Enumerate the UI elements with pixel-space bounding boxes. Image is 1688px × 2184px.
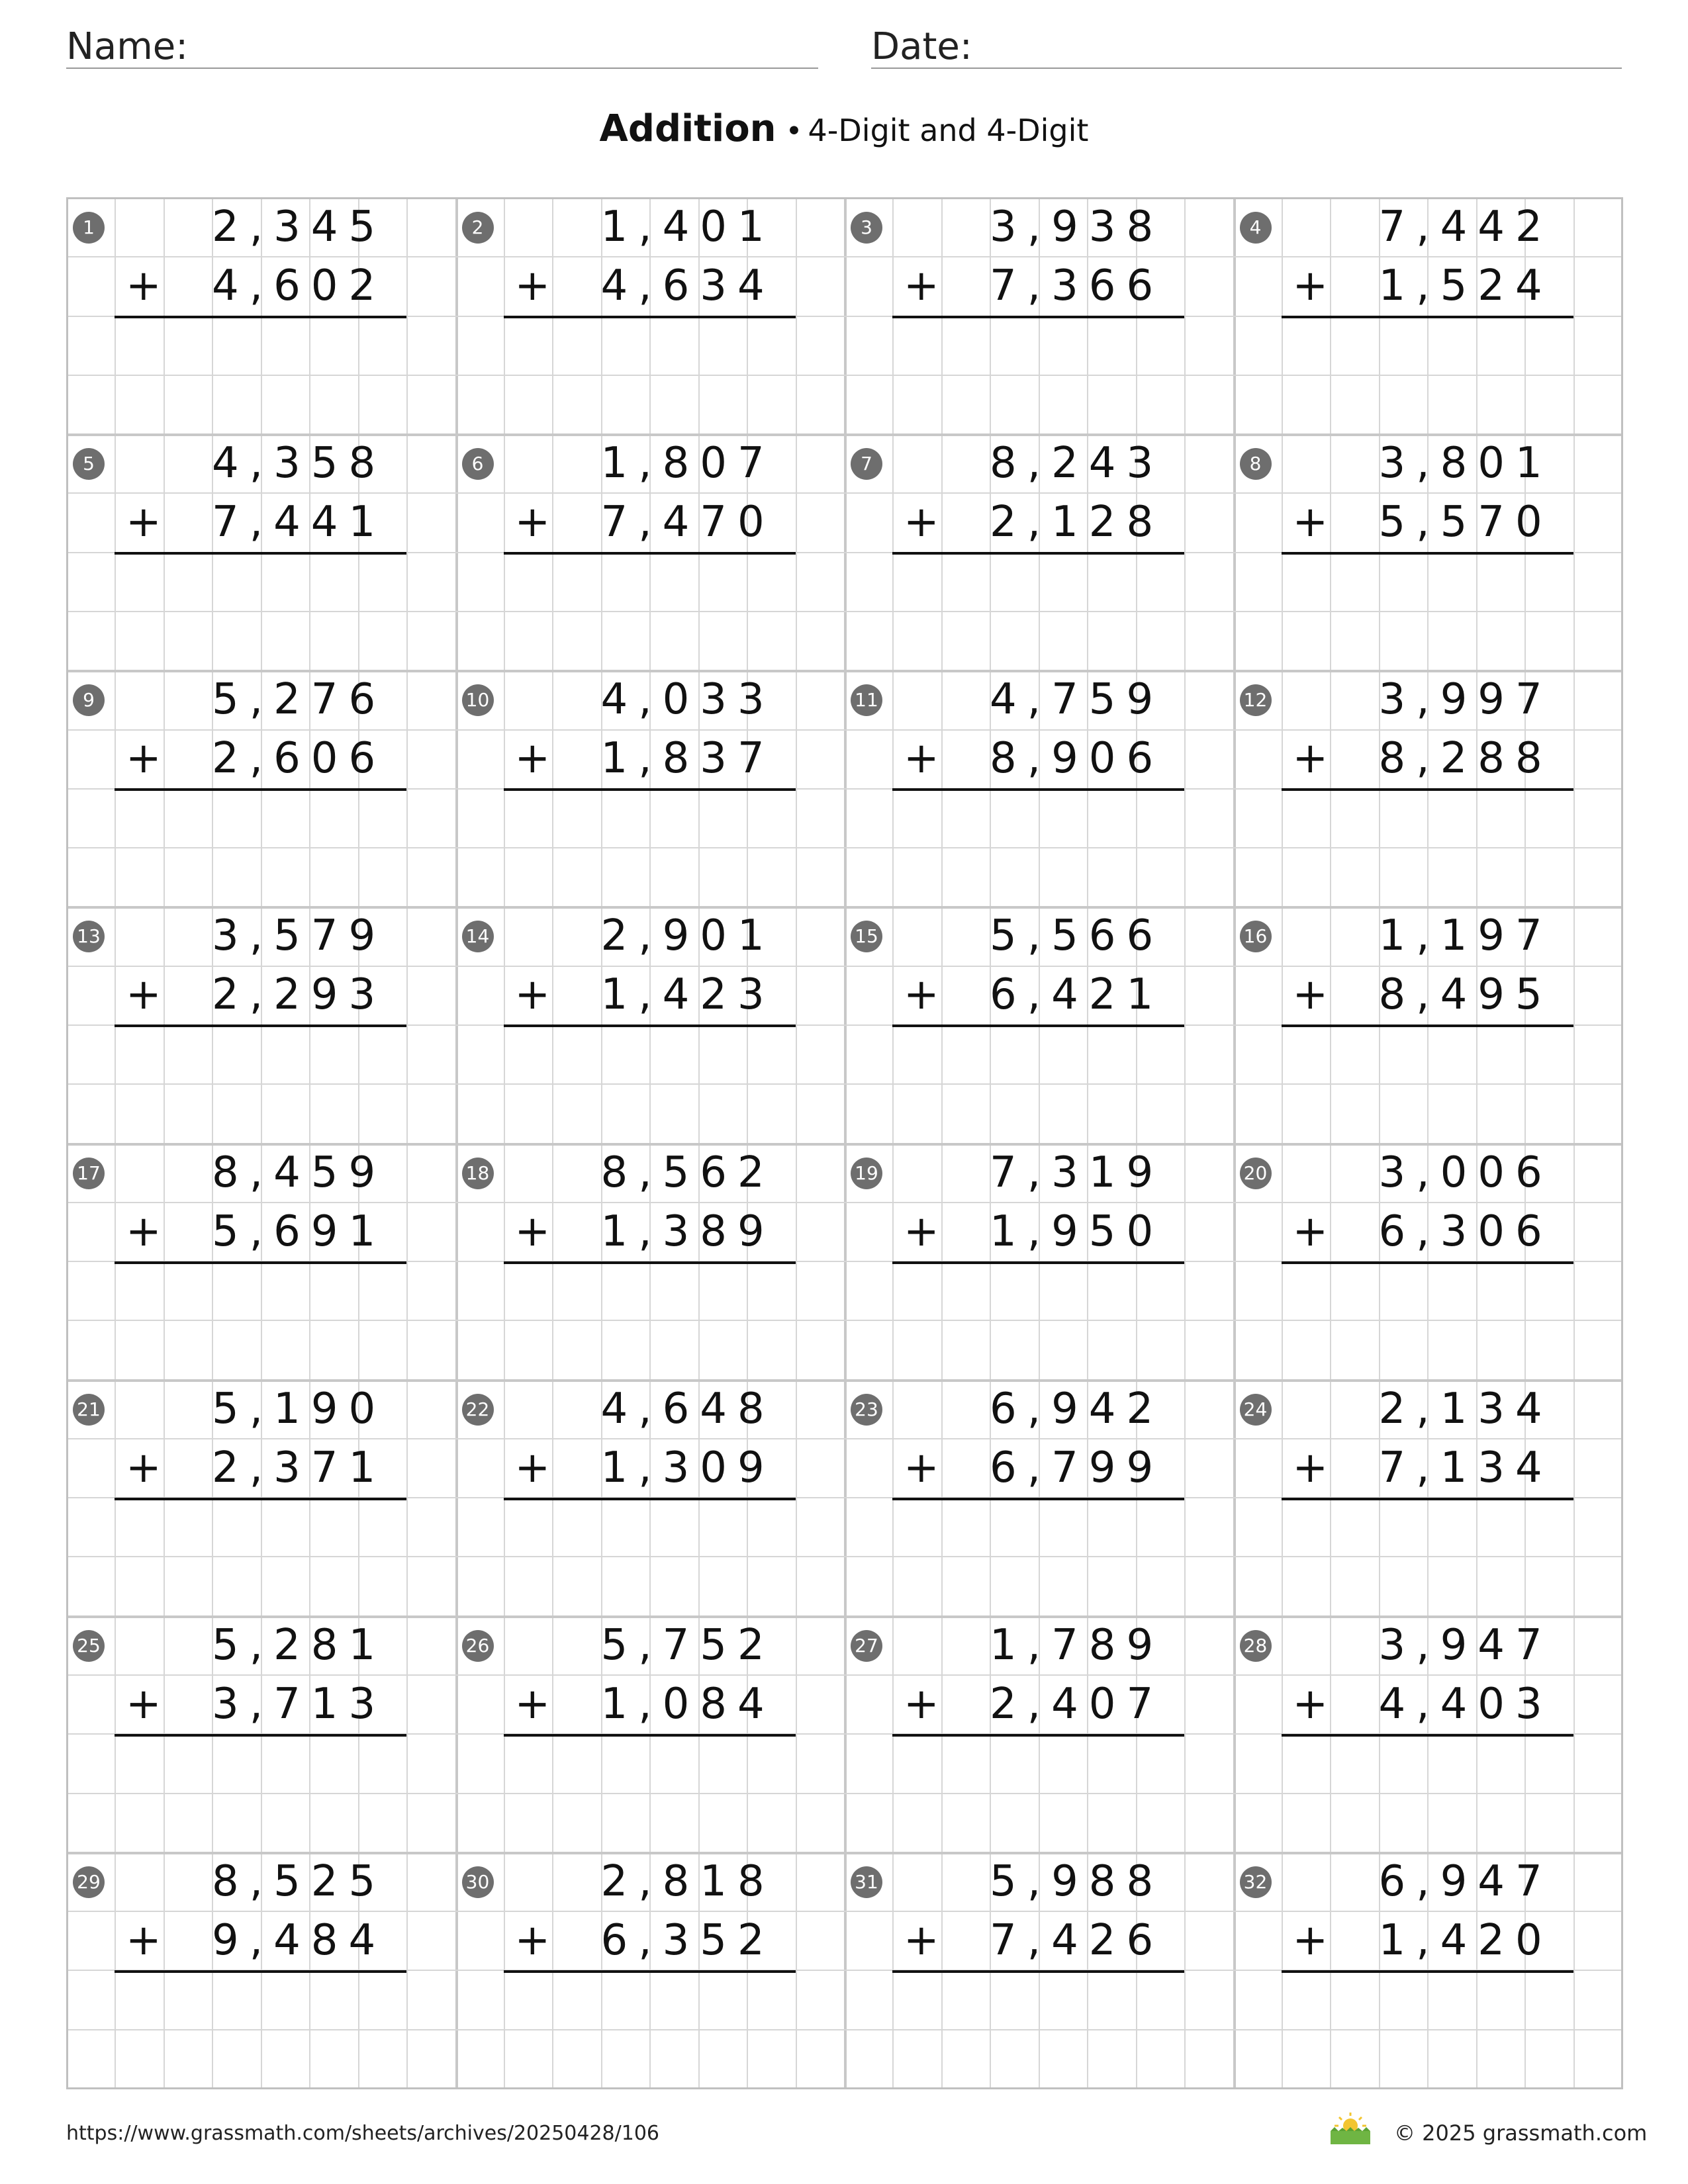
addend-row bbox=[66, 1143, 455, 1202]
title-separator: • bbox=[785, 114, 803, 148]
addend-row bbox=[1233, 1615, 1622, 1674]
answer-rule bbox=[504, 788, 796, 791]
problem-number-badge: 24 bbox=[1240, 1394, 1272, 1426]
plus-sign: + bbox=[904, 1206, 939, 1256]
addend-row bbox=[844, 1438, 1233, 1497]
title-subtitle: 4-Digit and 4-Digit bbox=[808, 113, 1089, 148]
problem-number-badge: 22 bbox=[462, 1394, 494, 1426]
problem bbox=[455, 1615, 844, 1852]
addend-row bbox=[455, 906, 844, 965]
footer-copyright: © 2025 grassmath.com bbox=[1394, 2120, 1648, 2146]
problem bbox=[66, 1379, 455, 1615]
addend-row bbox=[455, 197, 844, 256]
problem bbox=[1233, 433, 1622, 670]
addend-row bbox=[66, 1674, 455, 1733]
problem bbox=[1233, 197, 1622, 433]
problem bbox=[1233, 1615, 1622, 1852]
top-addend: 1,807 bbox=[600, 439, 775, 488]
plus-sign: + bbox=[514, 498, 551, 547]
bottom-addend: 6,421 bbox=[990, 970, 1164, 1020]
problem-number-badge: 7 bbox=[851, 448, 882, 480]
top-addend: 1,401 bbox=[600, 203, 775, 251]
problem bbox=[455, 1143, 844, 1379]
problem-number-badge: 18 bbox=[462, 1158, 494, 1189]
addend-row bbox=[66, 433, 455, 492]
bottom-addend: 3,713 bbox=[212, 1679, 387, 1729]
addend-row bbox=[455, 256, 844, 315]
addend-row bbox=[844, 1615, 1233, 1674]
top-addend: 4,033 bbox=[600, 675, 775, 725]
top-addend: 2,134 bbox=[1378, 1384, 1553, 1433]
answer-rule bbox=[115, 1261, 406, 1264]
problem bbox=[844, 433, 1233, 670]
addend-row bbox=[1233, 906, 1622, 965]
plus-sign: + bbox=[126, 1679, 162, 1729]
addend-row bbox=[455, 1202, 844, 1261]
top-addend: 5,281 bbox=[212, 1620, 387, 1670]
plus-sign: + bbox=[1292, 734, 1329, 784]
answer-rule bbox=[892, 1734, 1184, 1737]
problem-number-badge: 25 bbox=[73, 1630, 105, 1662]
addend-row bbox=[844, 1202, 1233, 1261]
top-addend: 3,801 bbox=[1378, 439, 1553, 488]
top-addend: 8,243 bbox=[990, 439, 1164, 488]
problem-number-badge: 3 bbox=[851, 212, 882, 244]
addend-row bbox=[1233, 492, 1622, 551]
bottom-addend: 4,403 bbox=[1378, 1679, 1553, 1729]
problem bbox=[66, 433, 455, 670]
date-label: Date: bbox=[871, 25, 972, 68]
problem-number-badge: 6 bbox=[462, 448, 494, 480]
addend-row bbox=[66, 197, 455, 256]
answer-rule bbox=[504, 1734, 796, 1737]
answer-rule bbox=[115, 788, 406, 791]
problem-number-badge: 14 bbox=[462, 921, 494, 952]
answer-rule bbox=[1282, 1024, 1573, 1027]
top-addend: 3,997 bbox=[1378, 675, 1553, 725]
problem bbox=[1233, 1143, 1622, 1379]
bottom-addend: 4,602 bbox=[212, 261, 387, 310]
plus-sign: + bbox=[514, 970, 551, 1020]
bottom-addend: 1,524 bbox=[1378, 261, 1553, 310]
addend-row bbox=[1233, 1143, 1622, 1202]
top-addend: 4,358 bbox=[212, 439, 387, 488]
plus-sign: + bbox=[1292, 1443, 1329, 1492]
problem bbox=[66, 1143, 455, 1379]
addend-row bbox=[844, 1852, 1233, 1911]
problem bbox=[1233, 1852, 1622, 2088]
answer-rule bbox=[892, 1970, 1184, 1973]
addend-row bbox=[455, 1438, 844, 1497]
addend-row bbox=[66, 256, 455, 315]
plus-sign: + bbox=[904, 1443, 939, 1492]
addend-row bbox=[1233, 670, 1622, 729]
addend-row bbox=[66, 1615, 455, 1674]
addend-row bbox=[66, 729, 455, 788]
addend-row bbox=[1233, 256, 1622, 315]
answer-rule bbox=[892, 1024, 1184, 1027]
bottom-addend: 2,371 bbox=[212, 1443, 387, 1492]
bottom-addend: 8,906 bbox=[990, 734, 1164, 784]
answer-rule bbox=[115, 316, 406, 318]
top-addend: 5,190 bbox=[212, 1384, 387, 1433]
bottom-addend: 2,293 bbox=[212, 970, 387, 1020]
top-addend: 8,525 bbox=[212, 1856, 387, 1906]
addend-row bbox=[1233, 1852, 1622, 1911]
bottom-addend: 2,407 bbox=[990, 1679, 1164, 1729]
addend-row bbox=[1233, 1202, 1622, 1261]
problem-number-badge: 20 bbox=[1240, 1158, 1272, 1189]
plus-sign: + bbox=[514, 261, 551, 310]
addend-row bbox=[66, 906, 455, 965]
bottom-addend: 7,366 bbox=[990, 261, 1164, 310]
answer-rule bbox=[504, 1261, 796, 1264]
addend-row bbox=[844, 433, 1233, 492]
answer-rule bbox=[504, 552, 796, 555]
problem bbox=[844, 1852, 1233, 2088]
answer-rule bbox=[1282, 1498, 1573, 1500]
addend-row bbox=[1233, 1911, 1622, 1970]
problem-number-badge: 19 bbox=[851, 1158, 882, 1189]
bottom-addend: 2,606 bbox=[212, 734, 387, 784]
top-addend: 5,276 bbox=[212, 675, 387, 725]
bottom-addend: 7,426 bbox=[990, 1915, 1164, 1965]
addend-row bbox=[844, 1674, 1233, 1733]
bottom-addend: 1,837 bbox=[600, 734, 775, 784]
top-addend: 1,197 bbox=[1378, 911, 1553, 961]
problem-number-badge: 29 bbox=[73, 1866, 105, 1898]
addend-row bbox=[455, 670, 844, 729]
problem-number-badge: 10 bbox=[462, 684, 494, 716]
plus-sign: + bbox=[514, 734, 551, 784]
problem-grid bbox=[66, 197, 1622, 2088]
answer-rule bbox=[504, 316, 796, 318]
plus-sign: + bbox=[126, 498, 162, 547]
addend-row bbox=[455, 1143, 844, 1202]
bottom-addend: 7,470 bbox=[600, 498, 775, 547]
problem-number-badge: 2 bbox=[462, 212, 494, 244]
addend-row bbox=[455, 1615, 844, 1674]
addend-row bbox=[455, 1911, 844, 1970]
plus-sign: + bbox=[904, 261, 939, 310]
title-main: Addition bbox=[599, 107, 776, 150]
bottom-addend: 1,423 bbox=[600, 970, 775, 1020]
addend-row bbox=[66, 492, 455, 551]
addend-row bbox=[844, 965, 1233, 1024]
addend-row bbox=[66, 1438, 455, 1497]
bottom-addend: 6,799 bbox=[990, 1443, 1164, 1492]
problem-number-badge: 26 bbox=[462, 1630, 494, 1662]
addend-row bbox=[844, 492, 1233, 551]
bottom-addend: 5,570 bbox=[1378, 498, 1553, 547]
top-addend: 3,938 bbox=[990, 203, 1164, 251]
plus-sign: + bbox=[904, 1915, 939, 1965]
problem bbox=[455, 670, 844, 906]
addend-row bbox=[455, 729, 844, 788]
sun-over-grass-icon bbox=[1327, 2111, 1374, 2146]
addend-row bbox=[1233, 1438, 1622, 1497]
addend-row bbox=[66, 670, 455, 729]
top-addend: 6,942 bbox=[990, 1384, 1164, 1433]
addend-row bbox=[844, 1143, 1233, 1202]
bottom-addend: 4,634 bbox=[600, 261, 775, 310]
plus-sign: + bbox=[1292, 1679, 1329, 1729]
plus-sign: + bbox=[1292, 1206, 1329, 1256]
worksheet-title bbox=[0, 107, 1688, 150]
top-addend: 5,988 bbox=[990, 1856, 1164, 1906]
problem bbox=[455, 197, 844, 433]
bottom-addend: 1,950 bbox=[990, 1206, 1164, 1256]
problem-number-badge: 21 bbox=[73, 1394, 105, 1426]
plus-sign: + bbox=[514, 1206, 551, 1256]
answer-rule bbox=[1282, 1734, 1573, 1737]
plus-sign: + bbox=[514, 1679, 551, 1729]
bottom-addend: 9,484 bbox=[212, 1915, 387, 1965]
answer-rule bbox=[504, 1970, 796, 1973]
top-addend: 7,319 bbox=[990, 1148, 1164, 1197]
addend-row bbox=[455, 1852, 844, 1911]
addend-row bbox=[455, 1379, 844, 1438]
bottom-addend: 7,441 bbox=[212, 498, 387, 547]
bottom-addend: 7,134 bbox=[1378, 1443, 1553, 1492]
name-underline bbox=[66, 68, 183, 69]
plus-sign: + bbox=[1292, 1915, 1329, 1965]
plus-sign: + bbox=[904, 498, 939, 547]
bottom-addend: 1,084 bbox=[600, 1679, 775, 1729]
addend-row bbox=[455, 492, 844, 551]
answer-rule bbox=[892, 1498, 1184, 1500]
plus-sign: + bbox=[1292, 498, 1329, 547]
top-addend: 4,648 bbox=[600, 1384, 775, 1433]
bottom-addend: 8,288 bbox=[1378, 734, 1553, 784]
addend-row bbox=[455, 965, 844, 1024]
plus-sign: + bbox=[904, 970, 939, 1020]
addend-row bbox=[1233, 433, 1622, 492]
answer-rule bbox=[504, 1024, 796, 1027]
problem bbox=[844, 906, 1233, 1142]
problem-number-badge: 8 bbox=[1240, 448, 1272, 480]
answer-rule bbox=[504, 1498, 796, 1500]
bottom-addend: 2,128 bbox=[990, 498, 1164, 547]
answer-rule bbox=[1282, 552, 1573, 555]
problem bbox=[844, 197, 1233, 433]
plus-sign: + bbox=[514, 1915, 551, 1965]
plus-sign: + bbox=[1292, 261, 1329, 310]
addend-row bbox=[66, 1911, 455, 1970]
bottom-addend: 8,495 bbox=[1378, 970, 1553, 1020]
addend-row bbox=[1233, 729, 1622, 788]
plus-sign: + bbox=[514, 1443, 551, 1492]
problem-number-badge: 11 bbox=[851, 684, 882, 716]
answer-rule bbox=[1282, 788, 1573, 791]
addend-row bbox=[66, 1379, 455, 1438]
problem-number-badge: 27 bbox=[851, 1630, 882, 1662]
problem bbox=[66, 1852, 455, 2088]
addend-row bbox=[1233, 197, 1622, 256]
plus-sign: + bbox=[904, 1679, 939, 1729]
answer-rule bbox=[115, 1970, 406, 1973]
problem-number-badge: 5 bbox=[73, 448, 105, 480]
problem-number-badge: 17 bbox=[73, 1158, 105, 1189]
problem bbox=[1233, 1379, 1622, 1615]
answer-rule bbox=[892, 1261, 1184, 1264]
addend-row bbox=[1233, 965, 1622, 1024]
problem bbox=[66, 197, 455, 433]
top-addend: 8,562 bbox=[600, 1148, 775, 1197]
plus-sign: + bbox=[126, 1443, 162, 1492]
answer-rule bbox=[892, 788, 1184, 791]
plus-sign: + bbox=[126, 1915, 162, 1965]
bottom-addend: 6,306 bbox=[1378, 1206, 1553, 1256]
top-addend: 3,579 bbox=[212, 911, 387, 961]
addend-row bbox=[844, 670, 1233, 729]
top-addend: 4,759 bbox=[990, 675, 1164, 725]
bottom-addend: 1,389 bbox=[600, 1206, 775, 1256]
problem-number-badge: 31 bbox=[851, 1866, 882, 1898]
footer-url: https://www.grassmath.com/sheets/archives/20250428/106 bbox=[66, 2122, 660, 2145]
top-addend: 2,818 bbox=[600, 1856, 775, 1906]
answer-rule bbox=[1282, 316, 1573, 318]
bottom-addend: 1,420 bbox=[1378, 1915, 1553, 1965]
top-addend: 2,345 bbox=[212, 203, 387, 251]
problem-number-badge: 1 bbox=[73, 212, 105, 244]
problem-number-badge: 4 bbox=[1240, 212, 1272, 244]
problem bbox=[844, 1615, 1233, 1852]
addend-row bbox=[844, 1379, 1233, 1438]
problem-number-badge: 13 bbox=[73, 921, 105, 952]
answer-rule bbox=[1282, 1970, 1573, 1973]
plus-sign: + bbox=[1292, 970, 1329, 1020]
top-addend: 3,006 bbox=[1378, 1148, 1553, 1197]
problem bbox=[844, 1143, 1233, 1379]
problem bbox=[455, 906, 844, 1142]
problem bbox=[455, 1379, 844, 1615]
addend-row bbox=[66, 1202, 455, 1261]
plus-sign: + bbox=[126, 261, 162, 310]
problem bbox=[66, 670, 455, 906]
top-addend: 1,789 bbox=[990, 1620, 1164, 1670]
addend-row bbox=[66, 965, 455, 1024]
problem bbox=[844, 670, 1233, 906]
answer-rule bbox=[115, 1024, 406, 1027]
addend-row bbox=[455, 433, 844, 492]
problem bbox=[455, 1852, 844, 2088]
date-field-line[interactable] bbox=[871, 68, 1622, 69]
plus-sign: + bbox=[126, 734, 162, 784]
problem-number-badge: 15 bbox=[851, 921, 882, 952]
answer-rule bbox=[115, 1498, 406, 1500]
top-addend: 2,901 bbox=[600, 911, 775, 961]
problem-number-badge: 28 bbox=[1240, 1630, 1272, 1662]
addend-row bbox=[1233, 1379, 1622, 1438]
addend-row bbox=[1233, 1674, 1622, 1733]
problem bbox=[844, 1379, 1233, 1615]
addend-row bbox=[455, 1674, 844, 1733]
problem-number-badge: 30 bbox=[462, 1866, 494, 1898]
addend-row bbox=[844, 197, 1233, 256]
name-label: Name: bbox=[66, 25, 189, 68]
answer-rule bbox=[892, 552, 1184, 555]
top-addend: 8,459 bbox=[212, 1148, 387, 1197]
addend-row bbox=[66, 1852, 455, 1911]
addend-row bbox=[844, 906, 1233, 965]
bottom-addend: 1,309 bbox=[600, 1443, 775, 1492]
top-addend: 7,442 bbox=[1378, 203, 1553, 251]
name-field-line[interactable] bbox=[183, 68, 818, 69]
addend-row bbox=[844, 1911, 1233, 1970]
problem bbox=[1233, 906, 1622, 1142]
answer-rule bbox=[115, 1734, 406, 1737]
top-addend: 6,947 bbox=[1378, 1856, 1553, 1906]
problem-number-badge: 12 bbox=[1240, 684, 1272, 716]
problem bbox=[1233, 670, 1622, 906]
plus-sign: + bbox=[126, 1206, 162, 1256]
top-addend: 5,566 bbox=[990, 911, 1164, 961]
top-addend: 5,752 bbox=[600, 1620, 775, 1670]
problem bbox=[66, 1615, 455, 1852]
problem-number-badge: 16 bbox=[1240, 921, 1272, 952]
plus-sign: + bbox=[126, 970, 162, 1020]
bottom-addend: 6,352 bbox=[600, 1915, 775, 1965]
problem-number-badge: 9 bbox=[73, 684, 105, 716]
problem-number-badge: 23 bbox=[851, 1394, 882, 1426]
answer-rule bbox=[892, 316, 1184, 318]
addend-row bbox=[844, 729, 1233, 788]
plus-sign: + bbox=[904, 734, 939, 784]
top-addend: 3,947 bbox=[1378, 1620, 1553, 1670]
bottom-addend: 5,691 bbox=[212, 1206, 387, 1256]
problem-number-badge: 32 bbox=[1240, 1866, 1272, 1898]
problem bbox=[455, 433, 844, 670]
addend-row bbox=[844, 256, 1233, 315]
problem bbox=[66, 906, 455, 1142]
answer-rule bbox=[115, 552, 406, 555]
answer-rule bbox=[1282, 1261, 1573, 1264]
